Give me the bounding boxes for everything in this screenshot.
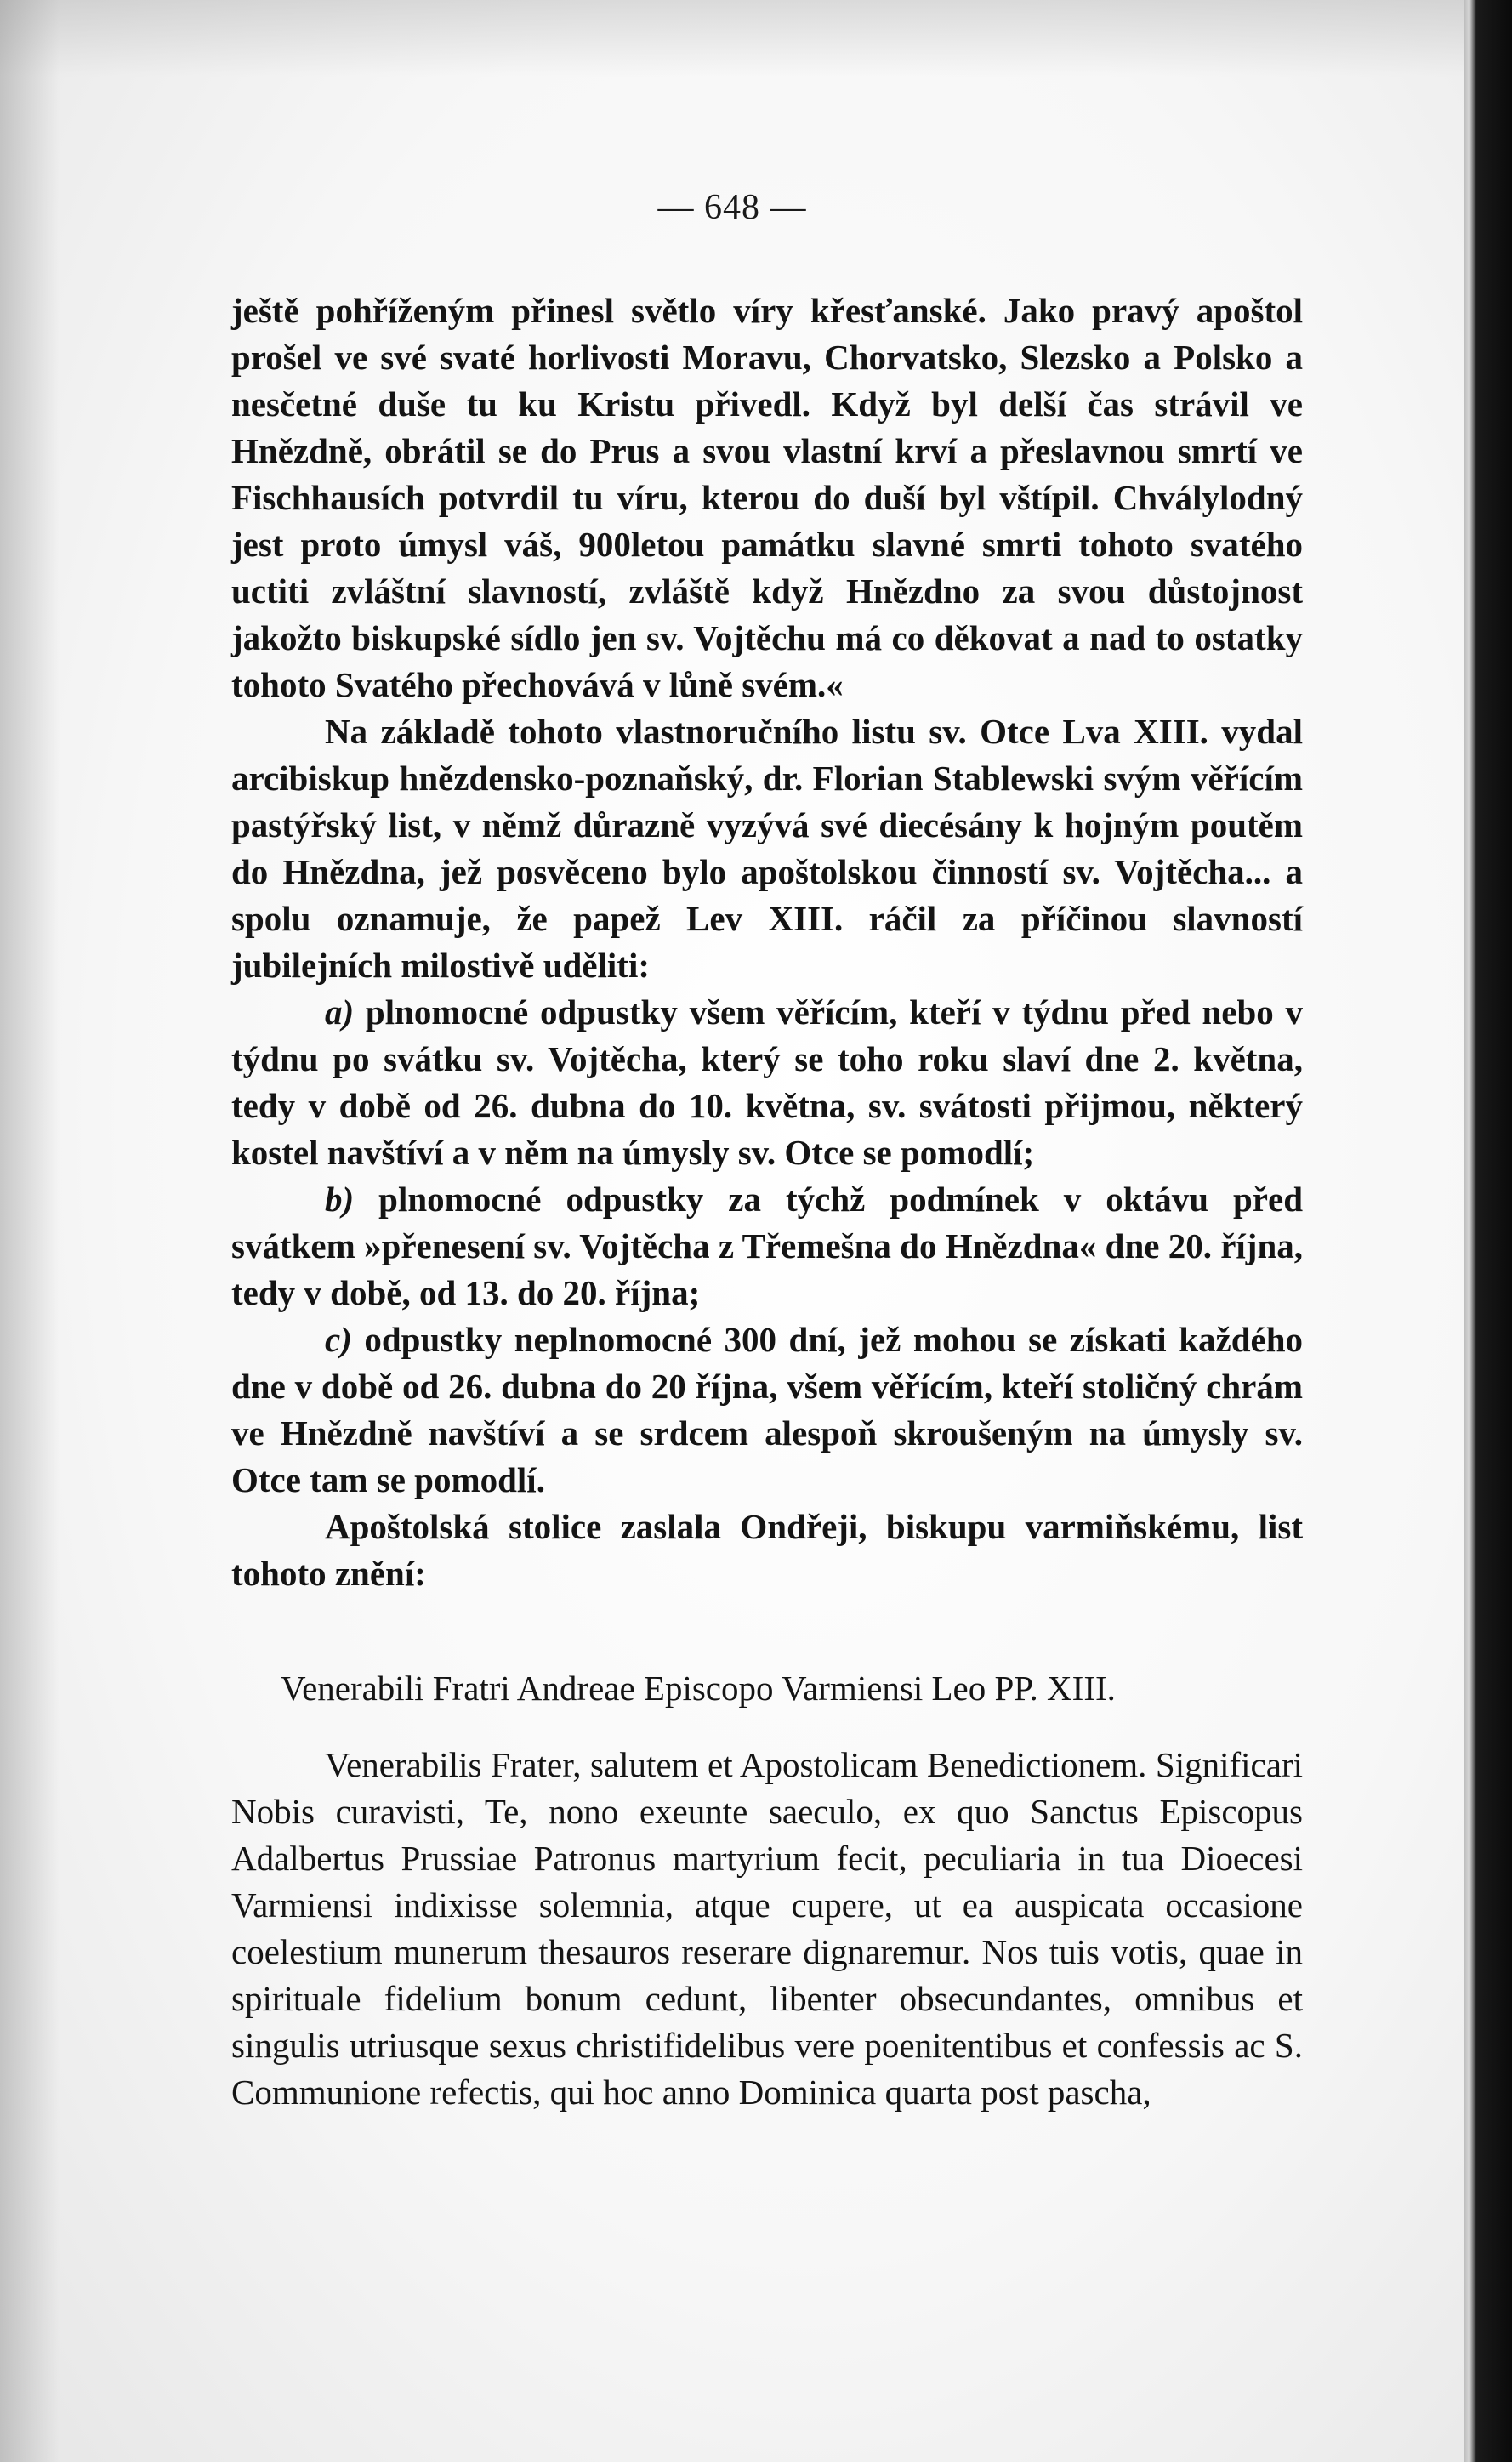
paragraph-apostolic-see: Apoštolská stolice zaslala Ondřeji, biskupu varmiňskému, list tohoto znění: bbox=[231, 1507, 1303, 1593]
item-label-c: c) bbox=[325, 1320, 352, 1359]
latin-letter-title: Venerabili Fratri Andreae Episcopo Varmiensi Leo PP. XIII. bbox=[281, 1669, 1116, 1708]
indulgence-item-b bbox=[231, 1176, 1303, 1316]
text-block-czech bbox=[231, 287, 1303, 1597]
indulgence-item-a bbox=[231, 989, 1303, 1176]
item-text-c: odpustky neplnomocné 300 dní, jež mohou se získati každého dne v době od 26. dubna do 20 října, všem věřícím, kteří stoličný chrám ve Hnězdně navštíví a se srdcem alespoň skroušeným na úmysly sv. Otce tam se pomodlí. bbox=[231, 1320, 1303, 1499]
item-text-a: plnomocné odpustky všem věřícím, kteří v týdnu před nebo v týdnu po svátku sv. Vojtěcha, který se toho roku slaví dne 2. května, tedy v době od 26. dubna do 10. května, sv. svátosti přijmou, některý kostel navštíví a v něm na úmysly sv. Otce se pomodlí; bbox=[231, 992, 1303, 1172]
latin-letter-body-block bbox=[231, 1742, 1303, 2116]
item-label-a: a) bbox=[325, 992, 355, 1032]
paragraph-pastoral-letter: Na základě tohoto vlastnoručního listu sv. Otce Lva XIII. vydal arcibiskup hnězdensko-poznaňský, dr. Florian Stablewski svým věřícím pastýřský list, v němž důrazně vyzývá své diecésány k hojným poutěm do Hnězdna, jež posvěceno bylo apoštolskou činností sv. Vojtěcha... a spolu oznamuje, že papež Lev XIII. ráčil za příčinou slavností jubilejních milostivě uděliti: bbox=[231, 712, 1303, 985]
scan-border bbox=[1464, 0, 1512, 2462]
page-edge-shadow bbox=[0, 0, 60, 2462]
page-number: — 648 — bbox=[657, 188, 807, 227]
latin-letter-body: Venerabilis Frater, salutem et Apostolicam Benedictionem. Significari Nobis curavisti, Te, nono exeunte saeculo, ex quo Sanctus Episcopus Adalbertus Prussiae Patronus martyrium fecit, peculiaria in tua Dioecesi Varmiensi indixisse solemnia, atque cupere, ut ea auspicata occasione coelestium munerum thesauros reserare dignaremur. Nos tuis votis, quae in spirituale fidelium bonum cedunt, libenter obsecundantes, omnibus et singulis utriusque sexus christifidelibus vere poenitentibus et confessis ac S. Communione refectis, qui hoc anno Dominica quarta post pascha, bbox=[231, 1745, 1303, 2112]
latin-letter-heading-block bbox=[231, 1665, 1303, 1712]
paragraph-letter-end: ještě pohříženým přinesl světlo víry křesťanské. Jako pravý apoštol prošel ve své svaté horlivosti Moravu, Chorvatsko, Slezsko a Polsko a nesčetné duše tu ku Kristu přivedl. Když byl delší čas strávil ve Hnězdně, obrátil se do Prus a svou vlastní krví a přeslavnou smrtí ve Fischhausích potvrdil tu víru, kterou do duší byl vštípil. Chválylodný jest proto úmysl váš, 900letou památku slavné smrti tohoto svatého uctiti zvláštní slavností, zvláště když Hnězdno za svou důstojnost jakožto biskupské sídlo jen sv. Vojtěchu má co děkovat a nad to ostatky tohoto Svatého přechovává v lůně svém.« bbox=[231, 291, 1303, 704]
page-top-shadow bbox=[0, 0, 1464, 77]
item-text-b: plnomocné odpustky za týchž podmínek v oktávu před svátkem »přenesení sv. Vojtěcha z Třemešna do Hnězdna« dne 20. října, tedy v době, od 13. do 20. října; bbox=[231, 1180, 1304, 1312]
indulgence-item-c bbox=[231, 1316, 1303, 1504]
item-label-b: b) bbox=[325, 1180, 355, 1219]
